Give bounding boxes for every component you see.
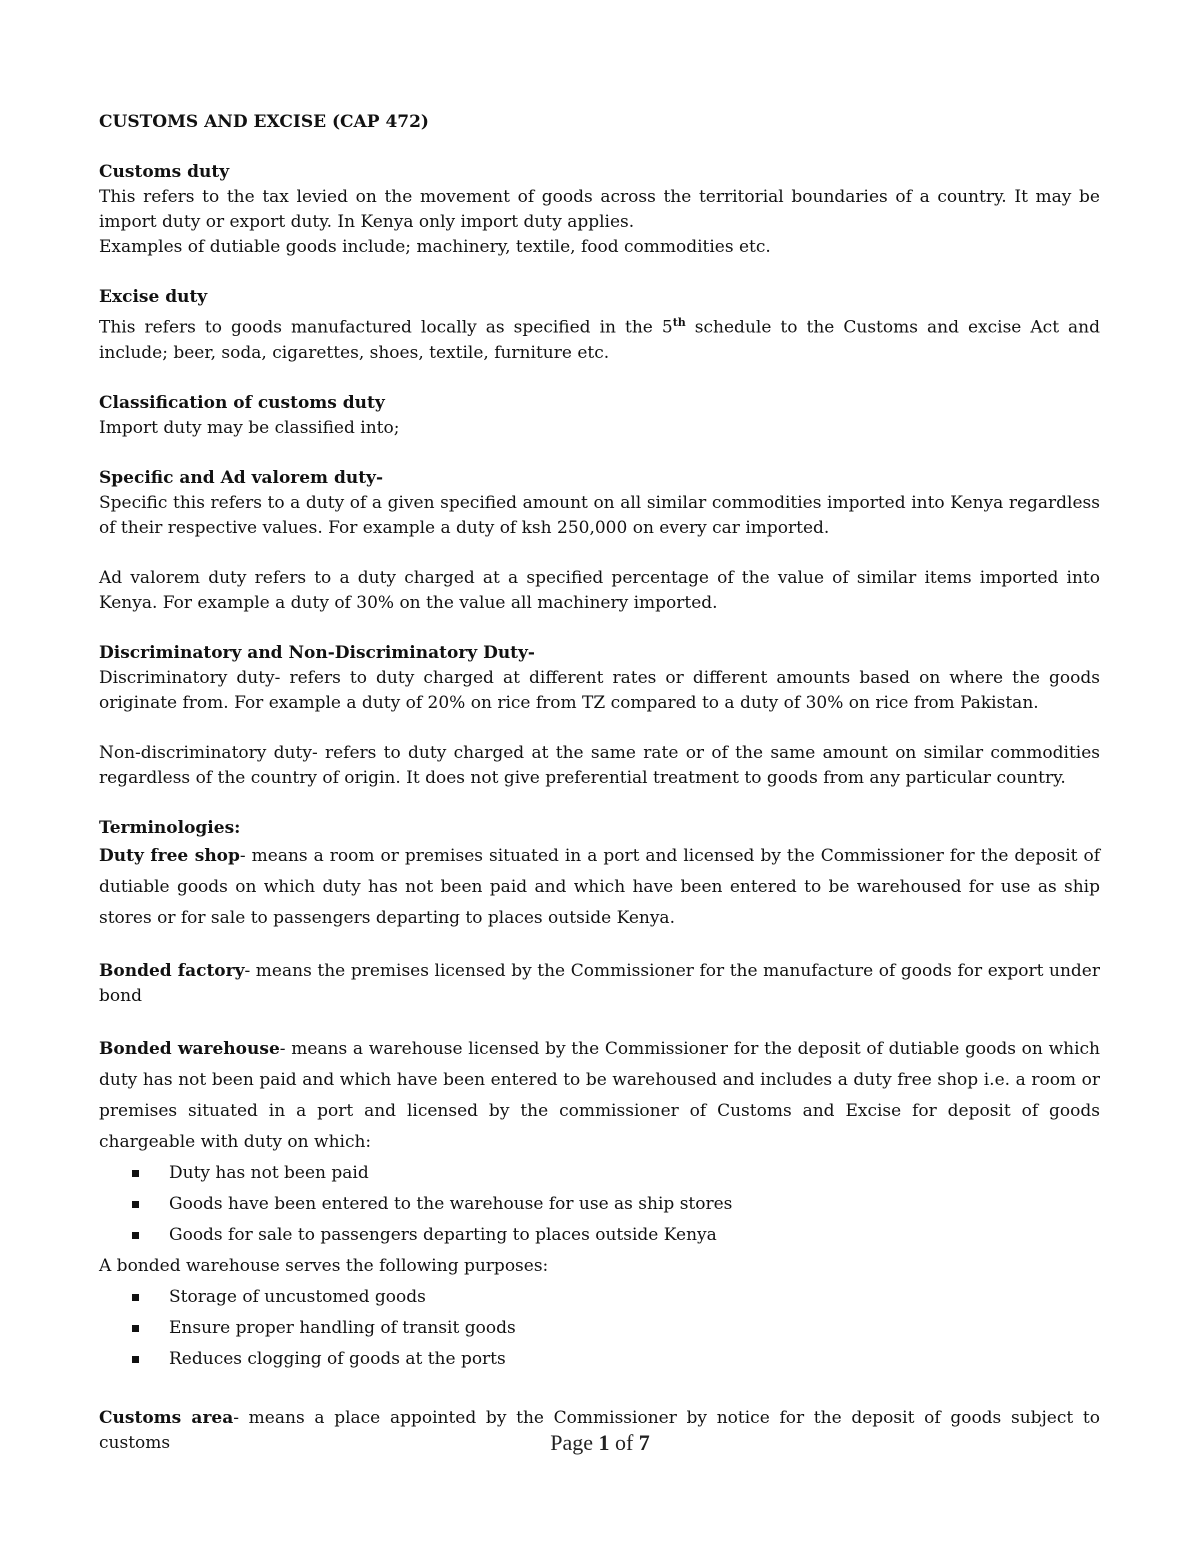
bonded-factory-definition [99,959,1100,1009]
specific-duty-paragraph: Specific this refers to a duty of a given specified amount on all similar commodities imported into Kenya regardless of their respective values. For example a duty of ksh 250,000 on every car imported. [99,492,1100,538]
bullet-marker [132,1232,139,1239]
bullet-marker [132,1201,139,1208]
list-item-text: Reduces clogging of goods at the ports [169,1348,506,1369]
bonded-warehouse-term: Bonded warehouse [99,1038,280,1059]
page-total: 7 [638,1430,650,1455]
section-specific-ad-valorem [99,466,1100,616]
list-item [169,1282,1100,1313]
bonded-warehouse-definition [99,1034,1100,1158]
page-number: 1 [598,1430,610,1455]
heading-customs-duty: Customs duty [99,162,230,182]
bullet-marker [132,1170,139,1177]
page-word: Page [550,1430,593,1455]
ad-valorem-paragraph: Ad valorem duty refers to a duty charged at a specified percentage of the value of similar items imported into Kenya. For example a duty of 30% on the value all machinery imported. [99,567,1100,613]
bullet-marker [132,1325,139,1332]
page-footer [0,1430,1200,1456]
heading-discriminatory: Discriminatory and Non-Discriminatory Duty- [99,642,535,663]
customs-area-text: - means a place appointed by the Commissioner by notice for the deposit of goods subject to customs [99,1407,1100,1453]
excise-superscript: th [672,316,686,329]
list-item-text: Goods for sale to passengers departing to places outside Kenya [169,1224,717,1245]
section-discriminatory [99,641,1100,791]
page-content [99,110,1100,1456]
section-classification [99,391,1100,441]
list-item-text: Duty has not been paid [169,1162,369,1183]
excise-duty-paragraph [99,310,1100,366]
customs-area-term: Customs area [99,1407,234,1428]
dutiable-goods-examples: Examples of dutiable goods include; machinery, textile, food commodities etc. [99,237,771,257]
bullet-marker [132,1356,139,1363]
purposes-list [99,1282,1100,1375]
heading-terminologies: Terminologies: [99,817,241,838]
list-item [169,1189,1100,1220]
section-excise-duty [99,285,1100,366]
bullet-marker [132,1294,139,1301]
bonded-factory-term: Bonded factory [99,960,245,981]
non-discriminatory-paragraph: Non-discriminatory duty- refers to duty charged at the same rate or of the same amount on similar commodities regardless of the country of origin. It does not give preferential treatment to goods from any particular country. [99,742,1100,788]
duty-free-shop-term: Duty free shop [99,845,240,866]
discriminatory-paragraph: Discriminatory duty- refers to duty charged at different rates or different amounts based on where the goods originate from. For example a duty of 20% on rice from TZ compared to a duty of 30% on rice from Pakistan. [99,667,1100,713]
list-item-text: Goods have been entered to the warehouse for use as ship stores [169,1193,733,1214]
list-item [169,1158,1100,1189]
duty-free-shop-text: - means a room or premises situated in a port and licensed by the Commissioner for the deposit of dutiable goods on which duty has not been paid and which have been entered to be warehoused for use as ship stores or for sale to passengers departing to places outside Kenya. [99,845,1100,928]
list-item [169,1313,1100,1344]
list-item-text: Storage of uncustomed goods [169,1286,426,1307]
heading-specific-ad-valorem: Specific and Ad valorem duty- [99,467,383,488]
section-customs-duty [99,160,1100,260]
heading-excise-duty: Excise duty [99,287,208,307]
list-item-text: Ensure proper handling of transit goods [169,1317,516,1338]
of-word: of [614,1430,634,1455]
duty-free-shop-definition [99,841,1100,934]
list-item [169,1344,1100,1375]
bonded-warehouse-list [99,1158,1100,1251]
document-title: CUSTOMS AND EXCISE (CAP 472) [99,112,429,132]
bonded-factory-text: - means the premises licensed by the Commissioner for the manufacture of goods for export under bond [99,960,1100,1006]
classification-paragraph: Import duty may be classified into; [99,417,400,438]
section-terminologies [99,816,1100,1456]
heading-classification: Classification of customs duty [99,392,385,413]
excise-text-a: This refers to goods manufactured locally as specified in the 5 [99,317,673,338]
purposes-intro: A bonded warehouse serves the following purposes: [99,1255,549,1276]
excise-text-b: schedule to the Customs and excise Act and include; beer, soda, cigarettes, shoes, textile, furniture etc. [99,317,1101,363]
list-item [169,1220,1100,1251]
customs-duty-paragraph: This refers to the tax levied on the movement of goods across the territorial boundaries of a country. It may be import duty or export duty. In Kenya only import duty applies. [99,187,1100,232]
bonded-warehouse-text: - means a warehouse licensed by the Commissioner for the deposit of dutiable goods on which duty has not been paid and which have been entered to be warehoused and includes a duty free shop i.e. a room or premises situated in a port and licensed by the commissioner of Customs and Excise for deposit of goods chargeable with duty on which: [99,1038,1100,1152]
